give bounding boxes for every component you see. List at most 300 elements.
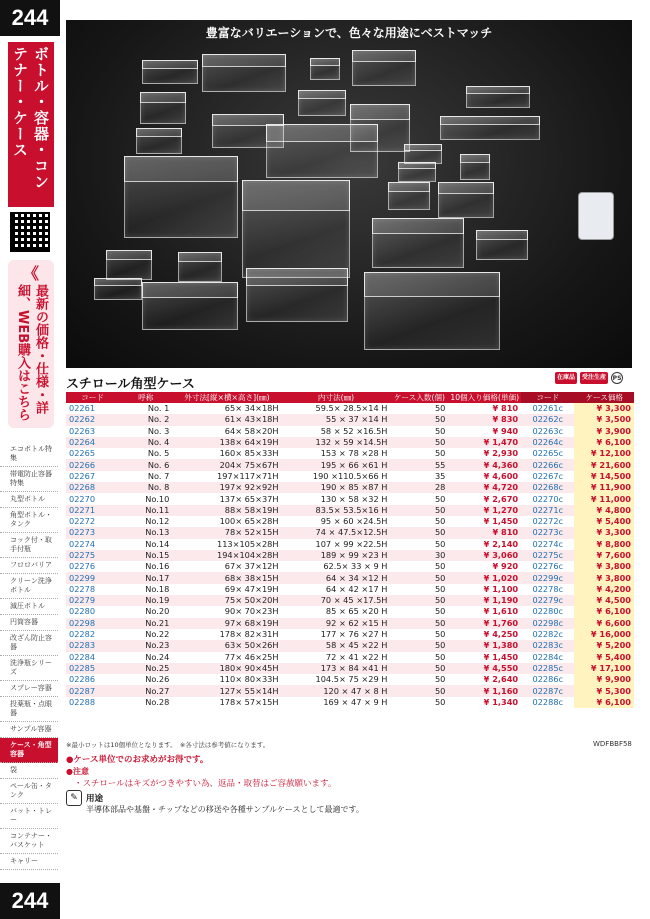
title-badge: PS <box>611 372 623 384</box>
table-cell-code[interactable]: 02266 <box>66 459 119 470</box>
table-cell-out: 197× 92×92H <box>172 482 281 493</box>
table-cell-in: 153 × 78 ×28 H <box>282 448 391 459</box>
section-title: スチロール角型ケース <box>66 377 195 392</box>
table-row <box>66 595 634 606</box>
table-cell-code[interactable]: 02271 <box>66 505 119 516</box>
table-cell-price: ¥ 1,610 <box>448 606 521 617</box>
table-cell-price: ¥ 920 <box>448 561 521 572</box>
page-number-bottom: 244 <box>0 883 60 919</box>
table-cell-out: 61× 43×18H <box>172 414 281 425</box>
table-cell-cprice: ¥ 3,900 <box>574 426 634 437</box>
table-cell-out: 90× 70×23H <box>172 606 281 617</box>
table-cell-name: No. 7 <box>119 471 172 482</box>
table-cell-qty: 50 <box>390 527 448 538</box>
table-cell-in: 195 × 66 ×61 H <box>282 459 391 470</box>
table-cell-out: 110× 80×33H <box>172 674 281 685</box>
table-cell-qty: 50 <box>390 652 448 663</box>
table-cell-in: 190 × 85 ×87 H <box>282 482 391 493</box>
side-nav-item[interactable]: ペール缶・タンク <box>0 779 58 804</box>
case-box-image <box>266 124 378 178</box>
table-cell-cprice: ¥ 8,800 <box>574 539 634 550</box>
side-nav-item[interactable]: エコボトル特集 <box>0 442 58 467</box>
table-cell-name: No.11 <box>119 505 172 516</box>
table-cell-price: ¥ 1,160 <box>448 685 521 696</box>
table-cell-code[interactable]: 02280 <box>66 606 119 617</box>
table-cell-qty: 50 <box>390 403 448 414</box>
table-cell-qty: 50 <box>390 606 448 617</box>
side-nav-item[interactable]: サンプル容器 <box>0 722 58 738</box>
table-cell-in: 92 × 62 ×15 H <box>282 618 391 629</box>
table-cell-cprice: ¥ 6,100 <box>574 697 634 708</box>
table-cell-ccode[interactable]: 02278c <box>521 584 574 595</box>
table-cell-in: 85 × 65 ×20 H <box>282 606 391 617</box>
table-cell-name: No.17 <box>119 572 172 583</box>
table-cell-code[interactable]: 02298 <box>66 618 119 629</box>
table-cell-qty: 50 <box>390 505 448 516</box>
table-cell-qty: 55 <box>390 459 448 470</box>
table-cell-in: 130 × 58 ×32 H <box>282 493 391 504</box>
table-cell-out: 97× 68×19H <box>172 618 281 629</box>
table-cell-price: ¥ 1,450 <box>448 516 521 527</box>
case-lid <box>124 156 238 182</box>
table-cell-price: ¥ 810 <box>448 527 521 538</box>
table-cell-in: 70 × 45 ×17.5H <box>282 595 391 606</box>
table-cell-name: No.16 <box>119 561 172 572</box>
side-nav-item[interactable]: 袋 <box>0 763 58 779</box>
table-cell-ccode[interactable]: 02272c <box>521 516 574 527</box>
case-box-image <box>242 180 350 278</box>
table-cell-cprice: ¥ 3,500 <box>574 414 634 425</box>
table-cell-in: 107 × 99 ×22.5H <box>282 539 391 550</box>
table-cell-in: 95 × 60 ×24.5H <box>282 516 391 527</box>
table-cell-cprice: ¥ 3,800 <box>574 561 634 572</box>
table-cell-out: 77× 46×25H <box>172 652 281 663</box>
chevron-up-icon: 《 <box>22 264 39 283</box>
case-box-image <box>298 90 346 116</box>
case-lid <box>364 272 500 297</box>
table-cell-ccode[interactable]: 02263c <box>521 426 574 437</box>
case-box-image <box>352 50 416 86</box>
table-row <box>66 482 634 493</box>
table-cell-in: 59.5× 28.5×14 H <box>282 403 391 414</box>
table-cell-price: ¥ 3,060 <box>448 550 521 561</box>
page-number-top: 244 <box>0 0 60 36</box>
table-cell-out: 178× 57×15H <box>172 697 281 708</box>
case-box-image <box>460 154 490 180</box>
table-cell-cprice: ¥ 5,400 <box>574 652 634 663</box>
table-cell-name: No.14 <box>119 539 172 550</box>
table-cell-code[interactable]: 02261 <box>66 403 119 414</box>
table-header-cell: 内寸法(㎜) <box>282 392 391 403</box>
case-lid <box>352 50 416 62</box>
case-lid <box>310 58 340 66</box>
case-lid <box>242 180 350 211</box>
table-cell-ccode[interactable]: 02283c <box>521 640 574 651</box>
table-cell-cprice: ¥ 5,200 <box>574 640 634 651</box>
table-cell-ccode[interactable]: 02279c <box>521 595 574 606</box>
table-cell-out: 68× 38×15H <box>172 572 281 583</box>
table-row <box>66 471 634 482</box>
table-row <box>66 629 634 640</box>
table-cell-ccode[interactable]: 02282c <box>521 629 574 640</box>
table-cell-code[interactable]: 02273 <box>66 527 119 538</box>
table-cell-ccode[interactable]: 02274c <box>521 539 574 550</box>
case-lid <box>266 124 378 142</box>
table-cell-out: 194×104×28H <box>172 550 281 561</box>
table-cell-ccode[interactable]: 02262c <box>521 414 574 425</box>
table-cell-code[interactable]: 02268 <box>66 482 119 493</box>
table-cell-ccode[interactable]: 02261c <box>521 403 574 414</box>
case-lid <box>372 218 464 234</box>
side-nav-item[interactable]: 角型ボトル・タンク <box>0 508 58 533</box>
table-cell-code[interactable]: 02286 <box>66 674 119 685</box>
table-cell-cprice: ¥ 4,500 <box>574 595 634 606</box>
case-box-image <box>140 92 186 124</box>
side-nav-item[interactable]: 帯電防止容器特集 <box>0 467 58 492</box>
case-box-image <box>202 54 286 92</box>
table-cell-price: ¥ 1,760 <box>448 618 521 629</box>
table-cell-qty: 50 <box>390 516 448 527</box>
table-cell-name: No. 4 <box>119 437 172 448</box>
table-cell-price: ¥ 4,360 <box>448 459 521 470</box>
table-cell-out: 64× 58×20H <box>172 426 281 437</box>
table-cell-qty: 50 <box>390 674 448 685</box>
table-cell-out: 204× 75×67H <box>172 459 281 470</box>
table-cell-ccode[interactable]: 02280c <box>521 606 574 617</box>
table-row <box>66 663 634 674</box>
table-cell-in: 190 ×110.5×66 H <box>282 471 391 482</box>
table-cell-cprice: ¥ 11,900 <box>574 482 634 493</box>
table-cell-cprice: ¥ 16,000 <box>574 629 634 640</box>
case-box-image <box>476 230 528 260</box>
side-nav-item[interactable]: キャリー <box>0 854 58 870</box>
case-lid <box>142 60 198 69</box>
table-row <box>66 539 634 550</box>
table-cell-in: 64 × 42 ×17 H <box>282 584 391 595</box>
caution-heading: ●注意 <box>66 767 89 776</box>
table-row <box>66 606 634 617</box>
table-cell-price: ¥ 1,450 <box>448 652 521 663</box>
case-box-image <box>398 162 436 182</box>
case-box-image <box>136 128 182 154</box>
case-box-image <box>404 144 442 164</box>
category-band: ボトル・容器・コンテナー・ケース <box>8 42 54 207</box>
table-cell-ccode[interactable]: 02271c <box>521 505 574 516</box>
table-cell-price: ¥ 4,600 <box>448 471 521 482</box>
table-cell-name: No.28 <box>119 697 172 708</box>
table-cell-ccode[interactable]: 02287c <box>521 685 574 696</box>
table-cell-price: ¥ 1,020 <box>448 572 521 583</box>
table-cell-qty: 50 <box>390 448 448 459</box>
table-cell-qty: 50 <box>390 584 448 595</box>
case-box-image <box>106 250 152 280</box>
table-cell-price: ¥ 4,250 <box>448 629 521 640</box>
table-cell-out: 113×105×28H <box>172 539 281 550</box>
table-cell-qty: 50 <box>390 685 448 696</box>
table-cell-code[interactable]: 02274 <box>66 539 119 550</box>
case-lid <box>246 268 348 286</box>
table-row <box>66 459 634 470</box>
table-cell-ccode[interactable]: 02299c <box>521 572 574 583</box>
table-cell-name: No.20 <box>119 606 172 617</box>
case-box-image <box>142 60 198 84</box>
table-cell-code[interactable]: 02265 <box>66 448 119 459</box>
table-cell-code[interactable]: 02278 <box>66 584 119 595</box>
price-table <box>66 392 634 708</box>
table-cell-qty: 50 <box>390 437 448 448</box>
table-cell-ccode[interactable]: 02276c <box>521 561 574 572</box>
table-cell-code[interactable]: 02282 <box>66 629 119 640</box>
small-note: ※最小ロットは10個単位となります。 ※各寸法は参考値になります。 <box>66 741 270 749</box>
table-row <box>66 561 634 572</box>
case-lid <box>298 90 346 99</box>
side-nav-item[interactable]: 投薬瓶・点眼器 <box>0 697 58 722</box>
table-row <box>66 572 634 583</box>
table-cell-name: No.27 <box>119 685 172 696</box>
table-cell-price: ¥ 1,100 <box>448 584 521 595</box>
table-cell-ccode[interactable]: 02288c <box>521 697 574 708</box>
table-cell-out: 100× 65×28H <box>172 516 281 527</box>
title-badge: 在庫品 <box>555 372 577 384</box>
qr-code-icon[interactable] <box>10 212 50 252</box>
table-cell-name: No. 1 <box>119 403 172 414</box>
table-cell-qty: 50 <box>390 561 448 572</box>
title-badge: 受注生産 <box>580 372 608 384</box>
side-nav-item[interactable]: 減圧ボトル <box>0 599 58 615</box>
table-cell-code[interactable]: 02270 <box>66 493 119 504</box>
table-header-cell: ケース入数(個) <box>390 392 448 403</box>
table-cell-cprice: ¥ 7,600 <box>574 550 634 561</box>
table-cell-qty: 50 <box>390 663 448 674</box>
table-cell-qty: 50 <box>390 595 448 606</box>
table-row <box>66 685 634 696</box>
table-cell-cprice: ¥ 3,300 <box>574 527 634 538</box>
case-lid <box>476 230 528 240</box>
photo-caption: 豊富なバリエーションで、色々な用途にベストマッチ <box>205 26 493 40</box>
table-header-cell: ケース価格 <box>574 392 634 403</box>
table-cell-code[interactable]: 02262 <box>66 414 119 425</box>
table-header-cell: コード <box>521 392 574 403</box>
table-cell-ccode[interactable]: 02266c <box>521 459 574 470</box>
table-cell-code[interactable]: 02288 <box>66 697 119 708</box>
case-lid <box>404 144 442 151</box>
table-cell-out: 69× 47×19H <box>172 584 281 595</box>
table-cell-cprice: ¥ 4,200 <box>574 584 634 595</box>
table-row <box>66 505 634 516</box>
side-nav-item[interactable]: フロロバリア <box>0 558 58 574</box>
table-cell-out: 63× 50×26H <box>172 640 281 651</box>
side-nav <box>0 442 58 870</box>
table-header-cell: 10個入り価格(単価) <box>450 393 520 402</box>
table-cell-cprice: ¥ 5,300 <box>574 685 634 696</box>
table-cell-qty: 50 <box>390 414 448 425</box>
table-cell-name: No.19 <box>119 595 172 606</box>
case-lid <box>106 250 152 260</box>
table-cell-code[interactable]: 02279 <box>66 595 119 606</box>
case-lid <box>94 278 142 286</box>
table-cell-cprice: ¥ 5,400 <box>574 516 634 527</box>
case-box-image <box>178 252 222 282</box>
table-cell-code[interactable]: 02283 <box>66 640 119 651</box>
table-cell-ccode[interactable]: 02273c <box>521 527 574 538</box>
table-cell-code[interactable]: 02272 <box>66 516 119 527</box>
table-cell-ccode[interactable]: 02275c <box>521 550 574 561</box>
table-cell-price: ¥ 830 <box>448 414 521 425</box>
table-cell-cprice: ¥ 14,500 <box>574 471 634 482</box>
table-cell-qty: 50 <box>390 539 448 550</box>
table-cell-in: 104.5× 75 ×29 H <box>282 674 391 685</box>
catalog-code: WDFBBF58 <box>593 740 632 748</box>
table-cell-name: No.26 <box>119 674 172 685</box>
table-cell-code[interactable]: 02276 <box>66 561 119 572</box>
table-row <box>66 448 634 459</box>
table-cell-ccode[interactable]: 02285c <box>521 663 574 674</box>
side-nav-item[interactable]: クリーン洗浄ボトル <box>0 574 58 599</box>
table-row <box>66 697 634 708</box>
usage-icon: ✎ <box>66 790 82 806</box>
table-cell-qty: 50 <box>390 618 448 629</box>
case-box-image <box>364 272 500 350</box>
table-cell-name: No. 8 <box>119 482 172 493</box>
table-cell-ccode[interactable]: 02270c <box>521 493 574 504</box>
table-cell-cprice: ¥ 6,100 <box>574 437 634 448</box>
case-lid <box>388 182 430 192</box>
web-purchase-text: 最新の価格・仕様・詳細、WEB購入はこちら <box>15 284 48 422</box>
table-cell-in: 55 × 37 ×14 H <box>282 414 391 425</box>
case-box-image <box>438 182 494 218</box>
table-cell-cprice: ¥ 4,800 <box>574 505 634 516</box>
table-row <box>66 550 634 561</box>
table-cell-price: ¥ 2,930 <box>448 448 521 459</box>
table-cell-price: ¥ 810 <box>448 403 521 414</box>
table-header-row <box>66 392 634 403</box>
table-cell-ccode[interactable]: 02268c <box>521 482 574 493</box>
case-lid <box>466 86 530 94</box>
table-cell-name: No. 3 <box>119 426 172 437</box>
table-cell-cprice: ¥ 3,800 <box>574 572 634 583</box>
table-header-cell: 外寸法[縦×横×高さ](㎜) <box>172 392 281 403</box>
case-box-image <box>578 192 614 240</box>
case-lid <box>136 128 182 137</box>
table-cell-price: ¥ 2,670 <box>448 493 521 504</box>
table-cell-price: ¥ 2,640 <box>448 674 521 685</box>
case-box-image <box>94 278 142 300</box>
case-lid <box>398 162 436 169</box>
table-row <box>66 516 634 527</box>
web-purchase-link[interactable] <box>8 260 54 428</box>
table-cell-out: 75× 50×20H <box>172 595 281 606</box>
table-cell-name: No.21 <box>119 618 172 629</box>
case-box-image <box>246 268 348 322</box>
table-cell-code[interactable]: 02267 <box>66 471 119 482</box>
table-cell-code[interactable]: 02299 <box>66 572 119 583</box>
case-lid <box>140 92 186 103</box>
table-cell-out: 78× 52×15H <box>172 527 281 538</box>
table-cell-name: No.10 <box>119 493 172 504</box>
table-cell-ccode[interactable]: 02264c <box>521 437 574 448</box>
side-nav-item[interactable]: 円筒容器 <box>0 615 58 631</box>
side-nav-item[interactable]: 洗浄瓶シリーズ <box>0 656 58 681</box>
table-cell-name: No.24 <box>119 652 172 663</box>
side-nav-item[interactable]: 改ざん防止容器 <box>0 631 58 656</box>
table-row <box>66 414 634 425</box>
table-cell-in: 177 × 76 ×27 H <box>282 629 391 640</box>
table-cell-name: No.25 <box>119 663 172 674</box>
table-cell-name: No.22 <box>119 629 172 640</box>
table-row <box>66 403 634 414</box>
table-cell-ccode[interactable]: 02265c <box>521 448 574 459</box>
table-cell-qty: 50 <box>390 697 448 708</box>
table-cell-ccode[interactable]: 02298c <box>521 618 574 629</box>
table-cell-cprice: ¥ 11,000 <box>574 493 634 504</box>
table-cell-code[interactable]: 02287 <box>66 685 119 696</box>
table-cell-ccode[interactable]: 02286c <box>521 674 574 685</box>
table-cell-code[interactable]: 02264 <box>66 437 119 448</box>
table-cell-code[interactable]: 02263 <box>66 426 119 437</box>
table-row <box>66 640 634 651</box>
table-cell-name: No. 6 <box>119 459 172 470</box>
table-cell-ccode[interactable]: 02267c <box>521 471 574 482</box>
table-row <box>66 618 634 629</box>
table-cell-qty: 50 <box>390 629 448 640</box>
table-row <box>66 674 634 685</box>
table-cell-in: 74 × 47.5×12.5H <box>282 527 391 538</box>
table-cell-name: No.15 <box>119 550 172 561</box>
table-cell-qty: 35 <box>390 471 448 482</box>
table-cell-out: 180× 90×45H <box>172 663 281 674</box>
case-lid <box>178 252 222 262</box>
table-cell-ccode[interactable]: 02284c <box>521 652 574 663</box>
table-cell-in: 120 × 47 × 8 H <box>282 685 391 696</box>
table-cell-qty: 28 <box>390 482 448 493</box>
table-cell-price: ¥ 1,470 <box>448 437 521 448</box>
table-cell-in: 169 × 47 × 9 H <box>282 697 391 708</box>
table-row <box>66 652 634 663</box>
table-cell-qty: 50 <box>390 572 448 583</box>
table-cell-name: No.18 <box>119 584 172 595</box>
table-cell-qty: 50 <box>390 426 448 437</box>
table-cell-out: 197×117×71H <box>172 471 281 482</box>
side-nav-item[interactable]: スプレー容器 <box>0 681 58 697</box>
side-nav-item[interactable]: コック付・取手付瓶 <box>0 533 58 558</box>
table-cell-in: 189 × 99 ×23 H <box>282 550 391 561</box>
table-cell-price: ¥ 940 <box>448 426 521 437</box>
table-cell-cprice: ¥ 6,100 <box>574 606 634 617</box>
table-cell-out: 65× 34×18H <box>172 403 281 414</box>
table-cell-code[interactable]: 02284 <box>66 652 119 663</box>
table-cell-out: 178× 82×31H <box>172 629 281 640</box>
side-nav-item[interactable]: 丸型ボトル <box>0 492 58 508</box>
table-cell-code[interactable]: 02285 <box>66 663 119 674</box>
table-row <box>66 426 634 437</box>
table-cell-code[interactable]: 02275 <box>66 550 119 561</box>
side-nav-item[interactable]: ケース・角型容器 <box>0 738 58 763</box>
usage-heading: 用途 <box>86 794 104 804</box>
table-row <box>66 493 634 504</box>
case-box-image <box>372 218 464 268</box>
usage-text: 半導体部品や基盤・チップなどの移送や各種サンプルケースとして最適です。 <box>86 805 364 814</box>
table-cell-cprice: ¥ 21,600 <box>574 459 634 470</box>
case-box-image <box>142 282 238 330</box>
table-cell-qty: 30 <box>390 550 448 561</box>
table-cell-in: 132 × 59 ×14.5H <box>282 437 391 448</box>
table-cell-price: ¥ 1,340 <box>448 697 521 708</box>
table-cell-out: 138× 64×19H <box>172 437 281 448</box>
table-cell-cprice: ¥ 9,900 <box>574 674 634 685</box>
side-nav-item[interactable]: コンテナー・バスケット <box>0 829 58 854</box>
side-nav-item[interactable]: バット・トレー <box>0 804 58 829</box>
table-cell-in: 58 × 52 ×16.5H <box>282 426 391 437</box>
